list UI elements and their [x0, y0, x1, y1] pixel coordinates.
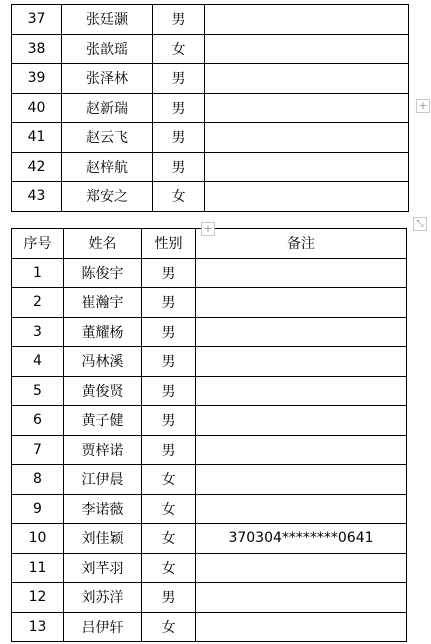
- cell-gender[interactable]: 女: [142, 524, 196, 554]
- cell-no[interactable]: 9: [12, 494, 64, 524]
- cell-gender[interactable]: 男: [142, 435, 196, 465]
- table-row: [12, 612, 407, 642]
- cell-gender[interactable]: 女: [142, 465, 196, 495]
- cell-no[interactable]: 2: [12, 288, 64, 318]
- cell-no[interactable]: 4: [12, 347, 64, 377]
- cell-no[interactable]: 37: [12, 5, 62, 35]
- cell-note[interactable]: [205, 93, 409, 123]
- cell-no[interactable]: 13: [12, 612, 64, 642]
- table-body-bottom: [12, 258, 407, 642]
- cell-gender[interactable]: 男: [153, 152, 205, 182]
- cell-note[interactable]: [196, 553, 407, 583]
- table-row: [12, 34, 409, 64]
- table-row: [12, 553, 407, 583]
- cell-name[interactable]: 陈俊宇: [64, 258, 142, 288]
- cell-note[interactable]: [196, 435, 407, 465]
- cell-no[interactable]: 43: [12, 182, 62, 212]
- cell-note[interactable]: [196, 583, 407, 613]
- table-row: [12, 376, 407, 406]
- header-no[interactable]: 序号: [12, 229, 64, 259]
- cell-no[interactable]: 5: [12, 376, 64, 406]
- cell-gender[interactable]: 男: [153, 123, 205, 153]
- cell-name[interactable]: 吕伊轩: [64, 612, 142, 642]
- cell-note[interactable]: [205, 182, 409, 212]
- cell-name[interactable]: 赵云飞: [62, 123, 153, 153]
- cell-name[interactable]: 崔瀚宇: [64, 288, 142, 318]
- cell-name[interactable]: 郑安之: [62, 182, 153, 212]
- cell-gender[interactable]: 女: [142, 494, 196, 524]
- table-row: [12, 435, 407, 465]
- cell-name[interactable]: 张泽林: [62, 64, 153, 94]
- cell-gender[interactable]: 男: [142, 376, 196, 406]
- cell-gender[interactable]: 男: [153, 5, 205, 35]
- cell-note[interactable]: [196, 317, 407, 347]
- cell-note[interactable]: [196, 258, 407, 288]
- cell-gender[interactable]: 男: [142, 288, 196, 318]
- table-row: [12, 152, 409, 182]
- cell-name[interactable]: 董耀杨: [64, 317, 142, 347]
- table-row: [12, 317, 407, 347]
- cell-note[interactable]: [196, 494, 407, 524]
- cell-name[interactable]: 冯林溪: [64, 347, 142, 377]
- cell-note[interactable]: [196, 347, 407, 377]
- student-table: [11, 228, 407, 642]
- cell-no[interactable]: 41: [12, 123, 62, 153]
- cell-note[interactable]: [196, 465, 407, 495]
- cell-gender[interactable]: 男: [142, 583, 196, 613]
- cell-no[interactable]: 12: [12, 583, 64, 613]
- cell-name[interactable]: 刘芊羽: [64, 553, 142, 583]
- table-row: [12, 524, 407, 554]
- cell-note[interactable]: [205, 5, 409, 35]
- cell-name[interactable]: 李诺薇: [64, 494, 142, 524]
- cell-gender[interactable]: 男: [153, 64, 205, 94]
- cell-no[interactable]: 40: [12, 93, 62, 123]
- cell-no[interactable]: 10: [12, 524, 64, 554]
- header-gender[interactable]: 性别: [142, 229, 196, 259]
- cell-name[interactable]: 江伊晨: [64, 465, 142, 495]
- add-row-icon[interactable]: +: [201, 222, 215, 236]
- cell-name[interactable]: 刘佳颖: [64, 524, 142, 554]
- table-row: [12, 465, 407, 495]
- cell-gender[interactable]: 女: [142, 612, 196, 642]
- header-name[interactable]: 姓名: [64, 229, 142, 259]
- cell-no[interactable]: 6: [12, 406, 64, 436]
- cell-name[interactable]: 黄子健: [64, 406, 142, 436]
- cell-gender[interactable]: 女: [142, 553, 196, 583]
- table-row: [12, 5, 409, 35]
- cell-gender[interactable]: 女: [153, 34, 205, 64]
- cell-name[interactable]: 刘苏洋: [64, 583, 142, 613]
- cell-gender[interactable]: 男: [142, 406, 196, 436]
- table-row: [12, 288, 407, 318]
- table-row: [12, 182, 409, 212]
- table-body-top: [12, 5, 409, 212]
- cell-gender[interactable]: 男: [153, 93, 205, 123]
- cell-name[interactable]: 黄俊贤: [64, 376, 142, 406]
- table-row: [12, 347, 407, 377]
- resize-table-icon[interactable]: ⤡: [413, 217, 427, 231]
- cell-name[interactable]: 赵梓航: [62, 152, 153, 182]
- cell-no[interactable]: 38: [12, 34, 62, 64]
- table-row: [12, 494, 407, 524]
- cell-note[interactable]: [196, 376, 407, 406]
- cell-no[interactable]: 7: [12, 435, 64, 465]
- header-note[interactable]: 备注: [196, 229, 407, 259]
- cell-no[interactable]: 1: [12, 258, 64, 288]
- cell-note[interactable]: [196, 288, 407, 318]
- cell-name[interactable]: 张歆瑶: [62, 34, 153, 64]
- cell-name[interactable]: 赵新瑞: [62, 93, 153, 123]
- cell-no[interactable]: 39: [12, 64, 62, 94]
- table-row: [12, 583, 407, 613]
- cell-no[interactable]: 42: [12, 152, 62, 182]
- cell-note[interactable]: [205, 123, 409, 153]
- cell-name[interactable]: 张廷灏: [62, 5, 153, 35]
- cell-note[interactable]: [205, 152, 409, 182]
- cell-gender[interactable]: 男: [142, 347, 196, 377]
- table-row: [12, 93, 409, 123]
- add-column-icon[interactable]: +: [416, 99, 430, 113]
- table-row: [12, 64, 409, 94]
- cell-note[interactable]: [196, 612, 407, 642]
- cell-gender[interactable]: 女: [153, 182, 205, 212]
- cell-no[interactable]: 8: [12, 465, 64, 495]
- table-row: [12, 258, 407, 288]
- cell-no[interactable]: 3: [12, 317, 64, 347]
- cell-note[interactable]: [196, 406, 407, 436]
- cell-note[interactable]: 370304********0641: [196, 524, 407, 554]
- student-table-continued: [11, 4, 409, 212]
- table-row: [12, 123, 409, 153]
- cell-no[interactable]: 11: [12, 553, 64, 583]
- cell-note[interactable]: [205, 64, 409, 94]
- cell-gender[interactable]: 男: [142, 258, 196, 288]
- cell-name[interactable]: 贾梓诺: [64, 435, 142, 465]
- cell-gender[interactable]: 男: [142, 317, 196, 347]
- table-row: [12, 406, 407, 436]
- cell-note[interactable]: [205, 34, 409, 64]
